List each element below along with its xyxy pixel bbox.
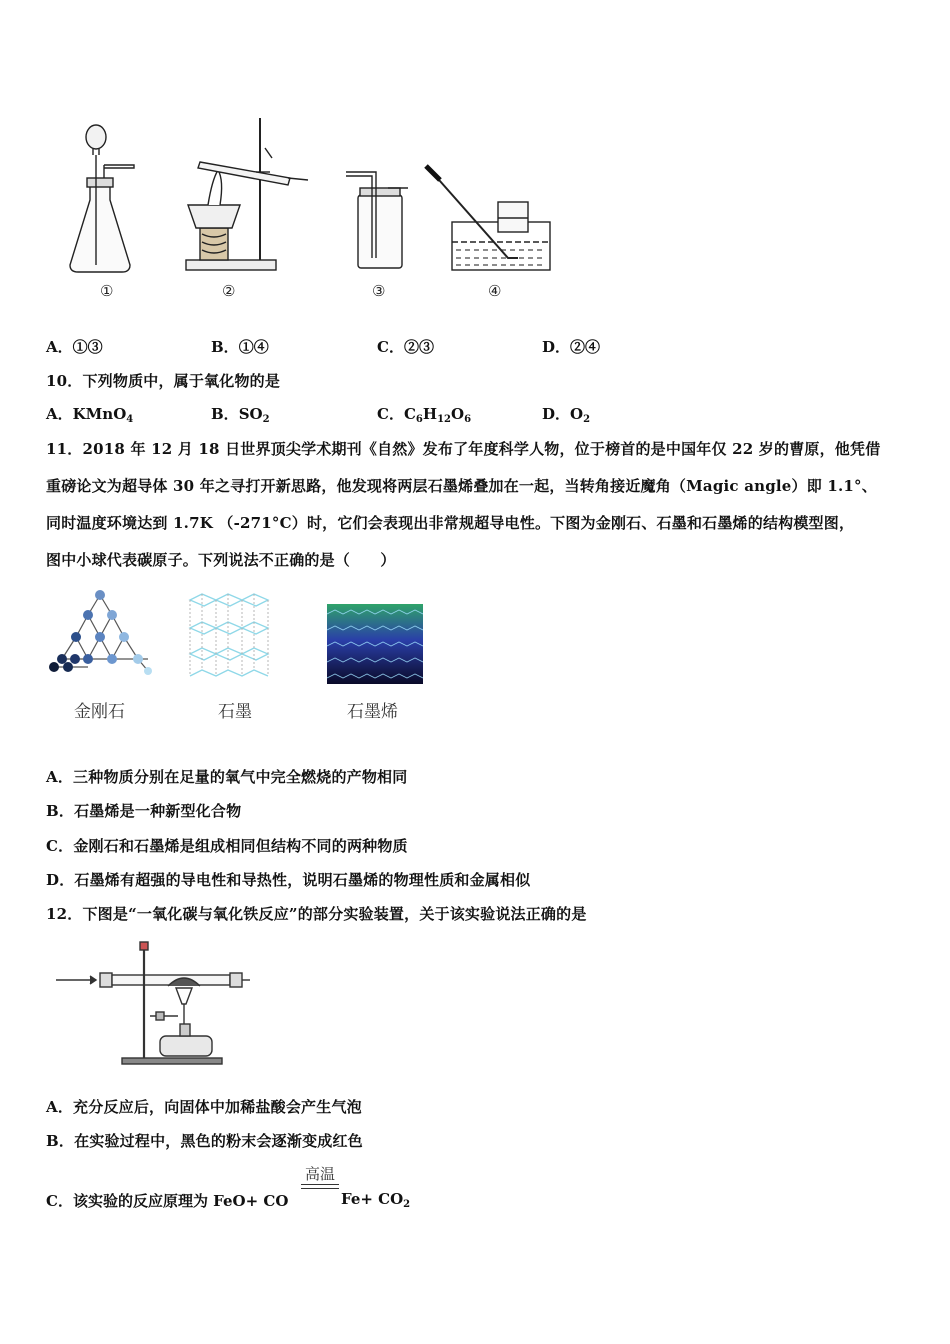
q10-option-c[interactable]: C．$C_6H_{12}O_6$ bbox=[377, 405, 472, 425]
q12-stem: 12．下图是“一氧化碳与氧化铁反应”的部分实验装置，关于该实验说法正确的是 bbox=[46, 905, 587, 923]
q11-option-a[interactable]: A．三种物质分别在足量的氧气中完全燃烧的产物相同 bbox=[46, 768, 408, 786]
reaction-condition: 高温 bbox=[304, 1165, 335, 1183]
reaction-equals-bottom bbox=[301, 1188, 339, 1189]
apparatus-label-4: ④ bbox=[488, 282, 502, 300]
q10-option-b[interactable]: B．$SO_2$ bbox=[211, 405, 270, 425]
apparatus-label-1: ① bbox=[100, 282, 114, 300]
co-fe2o3-apparatus-image bbox=[52, 938, 252, 1066]
q12-option-c[interactable] bbox=[46, 1190, 288, 1211]
q11-stem-line-4: 图中小球代表碳原子。下列说法不正确的是（ ） bbox=[46, 551, 396, 569]
q9-option-b[interactable]: B．①④ bbox=[211, 338, 269, 356]
q12-option-c-lead: C．该实验的反应原理为 FeO+ CO bbox=[46, 1192, 289, 1210]
q10-option-d[interactable]: D．$O_2$ bbox=[542, 405, 591, 425]
q9-option-a[interactable]: A．①③ bbox=[46, 338, 103, 356]
reaction-product: $Fe+ CO_2$ bbox=[341, 1190, 411, 1210]
apparatus-label-2: ② bbox=[222, 282, 236, 300]
q11-stem-line-1: 11．2018 年 12 月 18 日世界顶尖学术期刊《自然》发布了年度科学人物，位于榜首的是中国年仅 22 岁的曹原，他凭借 bbox=[46, 440, 881, 458]
apparatus-label-3: ③ bbox=[372, 282, 386, 300]
apparatus-4-trough bbox=[426, 166, 550, 270]
q11-stem-line-3: 同时温度环境达到 1.7K （-271°C）时，它们会表现出非常规超导电性。下图为金刚石、石墨和石墨烯的结构模型图， bbox=[46, 514, 855, 532]
apparatus-3-bottle bbox=[346, 172, 408, 268]
caption-graphite: 石墨 bbox=[218, 702, 252, 722]
q12-option-b[interactable]: B．在实验过程中，黑色的粉末会逐渐变成红色 bbox=[46, 1132, 363, 1150]
q11-option-b[interactable]: B．石墨烯是一种新型化合物 bbox=[46, 802, 242, 820]
reaction-equals-top bbox=[301, 1184, 339, 1185]
apparatus-figure bbox=[60, 110, 560, 300]
apparatus-1-flask-funnel bbox=[70, 125, 134, 272]
diamond-structure-image bbox=[48, 585, 156, 685]
q12-option-a[interactable]: A．充分反应后，向固体中加稀盐酸会产生气泡 bbox=[46, 1098, 362, 1116]
q11-option-d[interactable]: D．石墨烯有超强的导电性和导热性，说明石墨烯的物理性质和金属相似 bbox=[46, 871, 531, 889]
caption-graphene: 石墨烯 bbox=[347, 702, 398, 722]
q11-option-c[interactable]: C．金刚石和石墨烯是组成相同但结构不同的两种物质 bbox=[46, 837, 408, 855]
q9-option-d[interactable]: D．②④ bbox=[542, 338, 601, 356]
graphite-structure-image bbox=[182, 590, 282, 682]
q9-option-c[interactable]: C．②③ bbox=[377, 338, 434, 356]
apparatus-2-heating bbox=[186, 118, 308, 270]
graphene-structure-image bbox=[327, 604, 423, 684]
caption-diamond: 金刚石 bbox=[74, 702, 125, 722]
q10-option-a[interactable]: A．KMnO$_4$ bbox=[46, 405, 134, 425]
q11-stem-line-2: 重磅论文为超导体 30 年之寻打开新思路，他发现将两层石墨烯叠加在一起，当转角接近魔角（Magic angle）即 1.1°、 bbox=[46, 477, 877, 495]
q10-stem: 10．下列物质中，属于氧化物的是 bbox=[46, 372, 281, 390]
